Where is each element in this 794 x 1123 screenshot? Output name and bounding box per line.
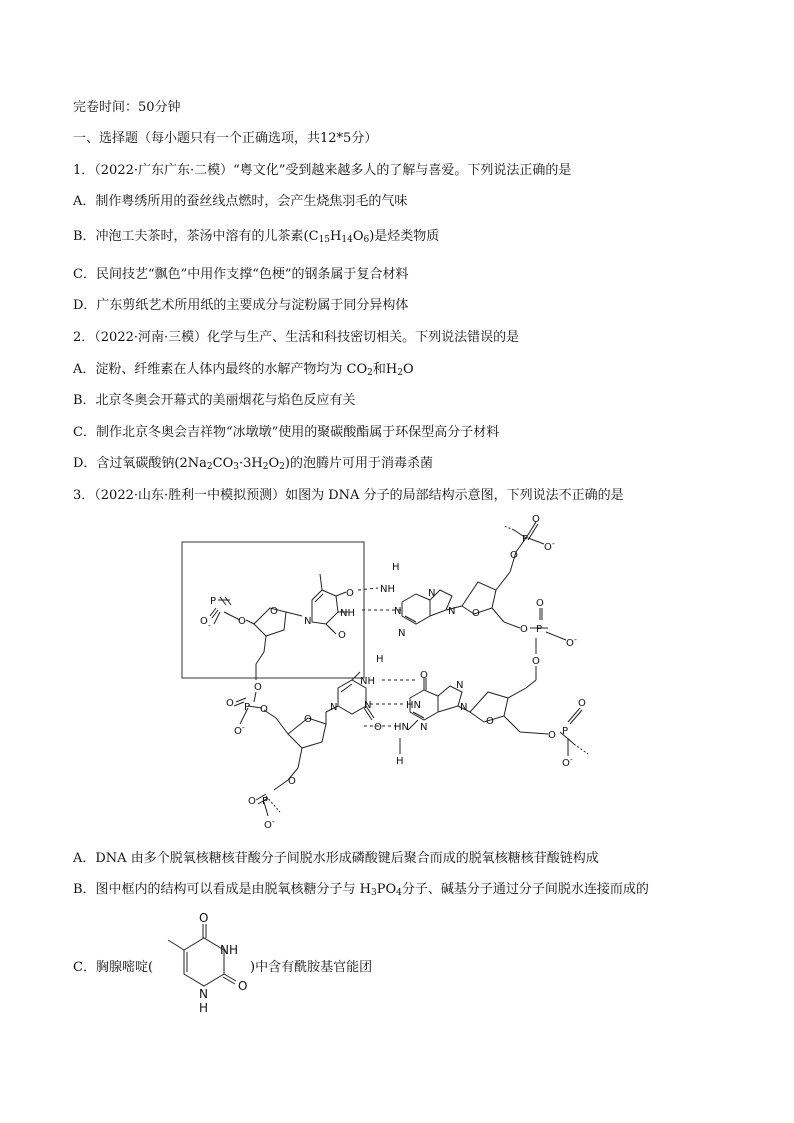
label-p-2: P [522,534,529,545]
label-h-1: H [392,562,400,573]
label-h-3: H [376,654,384,665]
label-p-4: P [562,726,569,737]
label-o-21: O [254,682,262,693]
label-minus-4: - [570,755,573,764]
label-o-3: O [270,606,278,617]
label-o-13: O [532,656,540,667]
q2-option-a: A．淀粉、纤维素在人体内最终的水解产物均为 $CO_2$和$H_2O$ [73,362,414,378]
label-n-7: N [460,702,468,713]
label-minus-6: - [272,817,275,826]
label-nh-3: NH [360,676,375,687]
label-o-24: O [260,704,268,715]
label-o-18: O [420,670,428,681]
label-hn-1: HN [406,700,421,711]
label-o-16: O [578,698,586,709]
label-o-19: O [374,722,382,733]
label-n-2: N [428,588,436,599]
q1-stem: 1．（2022·广东广东·二模）“粤文化”受到越来越多人的了解与喜爱。下列说法正确的是 [73,163,572,178]
label-n-9: N [364,700,372,711]
label-n-6: N [456,680,464,691]
label-o-12: O [566,638,574,649]
label-p-1: P [210,596,217,607]
label-minus-2: - [552,539,555,548]
q3-option-a: A．DNA 由多个脱氧核糖核苷酸分子间脱水形成磷酸键后聚合而成的脱氧核糖核苷酸链构成 [73,851,599,866]
q1-option-d: D．广东剪纸艺术所用纸的主要成分与淀粉属于同分异构体 [73,298,409,313]
label-n-10: N [330,702,338,713]
label-o-22: O [226,698,234,709]
label-o-7: O [532,514,540,525]
label-p-6: P [262,796,269,807]
label-nh-1: NH [340,608,355,619]
label-o-1: O [200,616,208,627]
label-o-20: O [304,714,312,725]
label-n-8: N [420,722,428,733]
label-o-9: O [510,550,518,561]
label-o-23: O [234,726,242,737]
label-minus-3: - [574,635,577,644]
label-o-27: O [264,820,272,831]
exam-time: 完卷时间：50分钟 [73,100,181,115]
label-n-5: N [448,606,456,617]
label-o-8: O [544,542,552,553]
label-o-2: O [238,616,246,627]
dna-structure-figure [170,512,610,840]
thymine-h-bottom: H [199,1001,209,1015]
label-minus-1: - [208,621,211,630]
thymine-n-bottom: N [199,987,208,1001]
q1-option-a: A．制作粤绣所用的蚕丝线点燃时，会产生烧焦羽毛的气味 [73,194,408,209]
label-o-17: O [562,758,570,769]
label-nh-2: NH [380,584,395,595]
q3-option-c-suffix: )中含有酰胺基官能团 [250,960,373,975]
q2-stem: 2．（2022·河南·三模）化学与生产、生活和科技密切相关。下列说法错误的是 [73,330,520,345]
thymine-o-top: O [199,911,209,925]
label-o-6: O [472,608,480,619]
label-o-10: O [520,624,528,635]
label-o-4: O [346,588,354,599]
q3-stem: 3．（2022·山东·胜利一中模拟预测）如图为 DNA 分子的局部结构示意图，下列说法不正确的是 [73,488,624,503]
thymine-o-right: O [238,979,248,993]
label-p-3: P [536,624,543,635]
label-o-5: O [338,630,346,641]
q2-option-b: B．北京冬奥会开幕式的美丽烟花与焰色反应有关 [73,393,356,408]
label-o-14: O [486,716,494,727]
q1-option-b: B．冲泡工夫茶时，茶汤中溶有的儿茶素$(C_{15}H_{14}O_6)$是烃类物质 [73,229,440,245]
q2-option-d: D．含过氧碳酸钠$(2Na_2CO_3\cdot 3H_2O_2)$的泡腾片可用于消毒杀菌 [73,456,433,472]
label-o-15: O [548,730,556,741]
label-o-26: O [248,796,256,807]
label-h-2: H [396,756,404,767]
label-n-3: N [394,606,402,617]
q3-option-b: B．图中框内的结构可以看成是由脱氧核糖分子与 $H_3PO_4$分子、碱基分子通过分子间脱水连接而成的 [73,882,649,898]
label-o-25: O [288,776,296,787]
label-minus-5: - [242,723,245,732]
label-n-4: N [398,628,406,639]
q2-option-c: C．制作北京冬奥会吉祥物“冰墩墩”使用的聚碳酸酯属于环保型高分子材料 [73,425,500,440]
label-n-1: N [304,616,312,627]
q1-option-c: C．民间技艺“飘色”中用作支撑“色梗”的钢条属于复合材料 [73,267,409,282]
label-hn-2: HN [394,722,409,733]
label-p-5: P [244,702,251,713]
label-o-11: O [536,598,544,609]
thymine-nh-right: NH [220,943,238,957]
thymine-structure [160,910,252,1016]
q3-option-c-prefix: C．胸腺嘧啶( [73,960,154,975]
section-heading: 一、选择题（每小题只有一个正确选项，共12*5分） [73,131,378,146]
